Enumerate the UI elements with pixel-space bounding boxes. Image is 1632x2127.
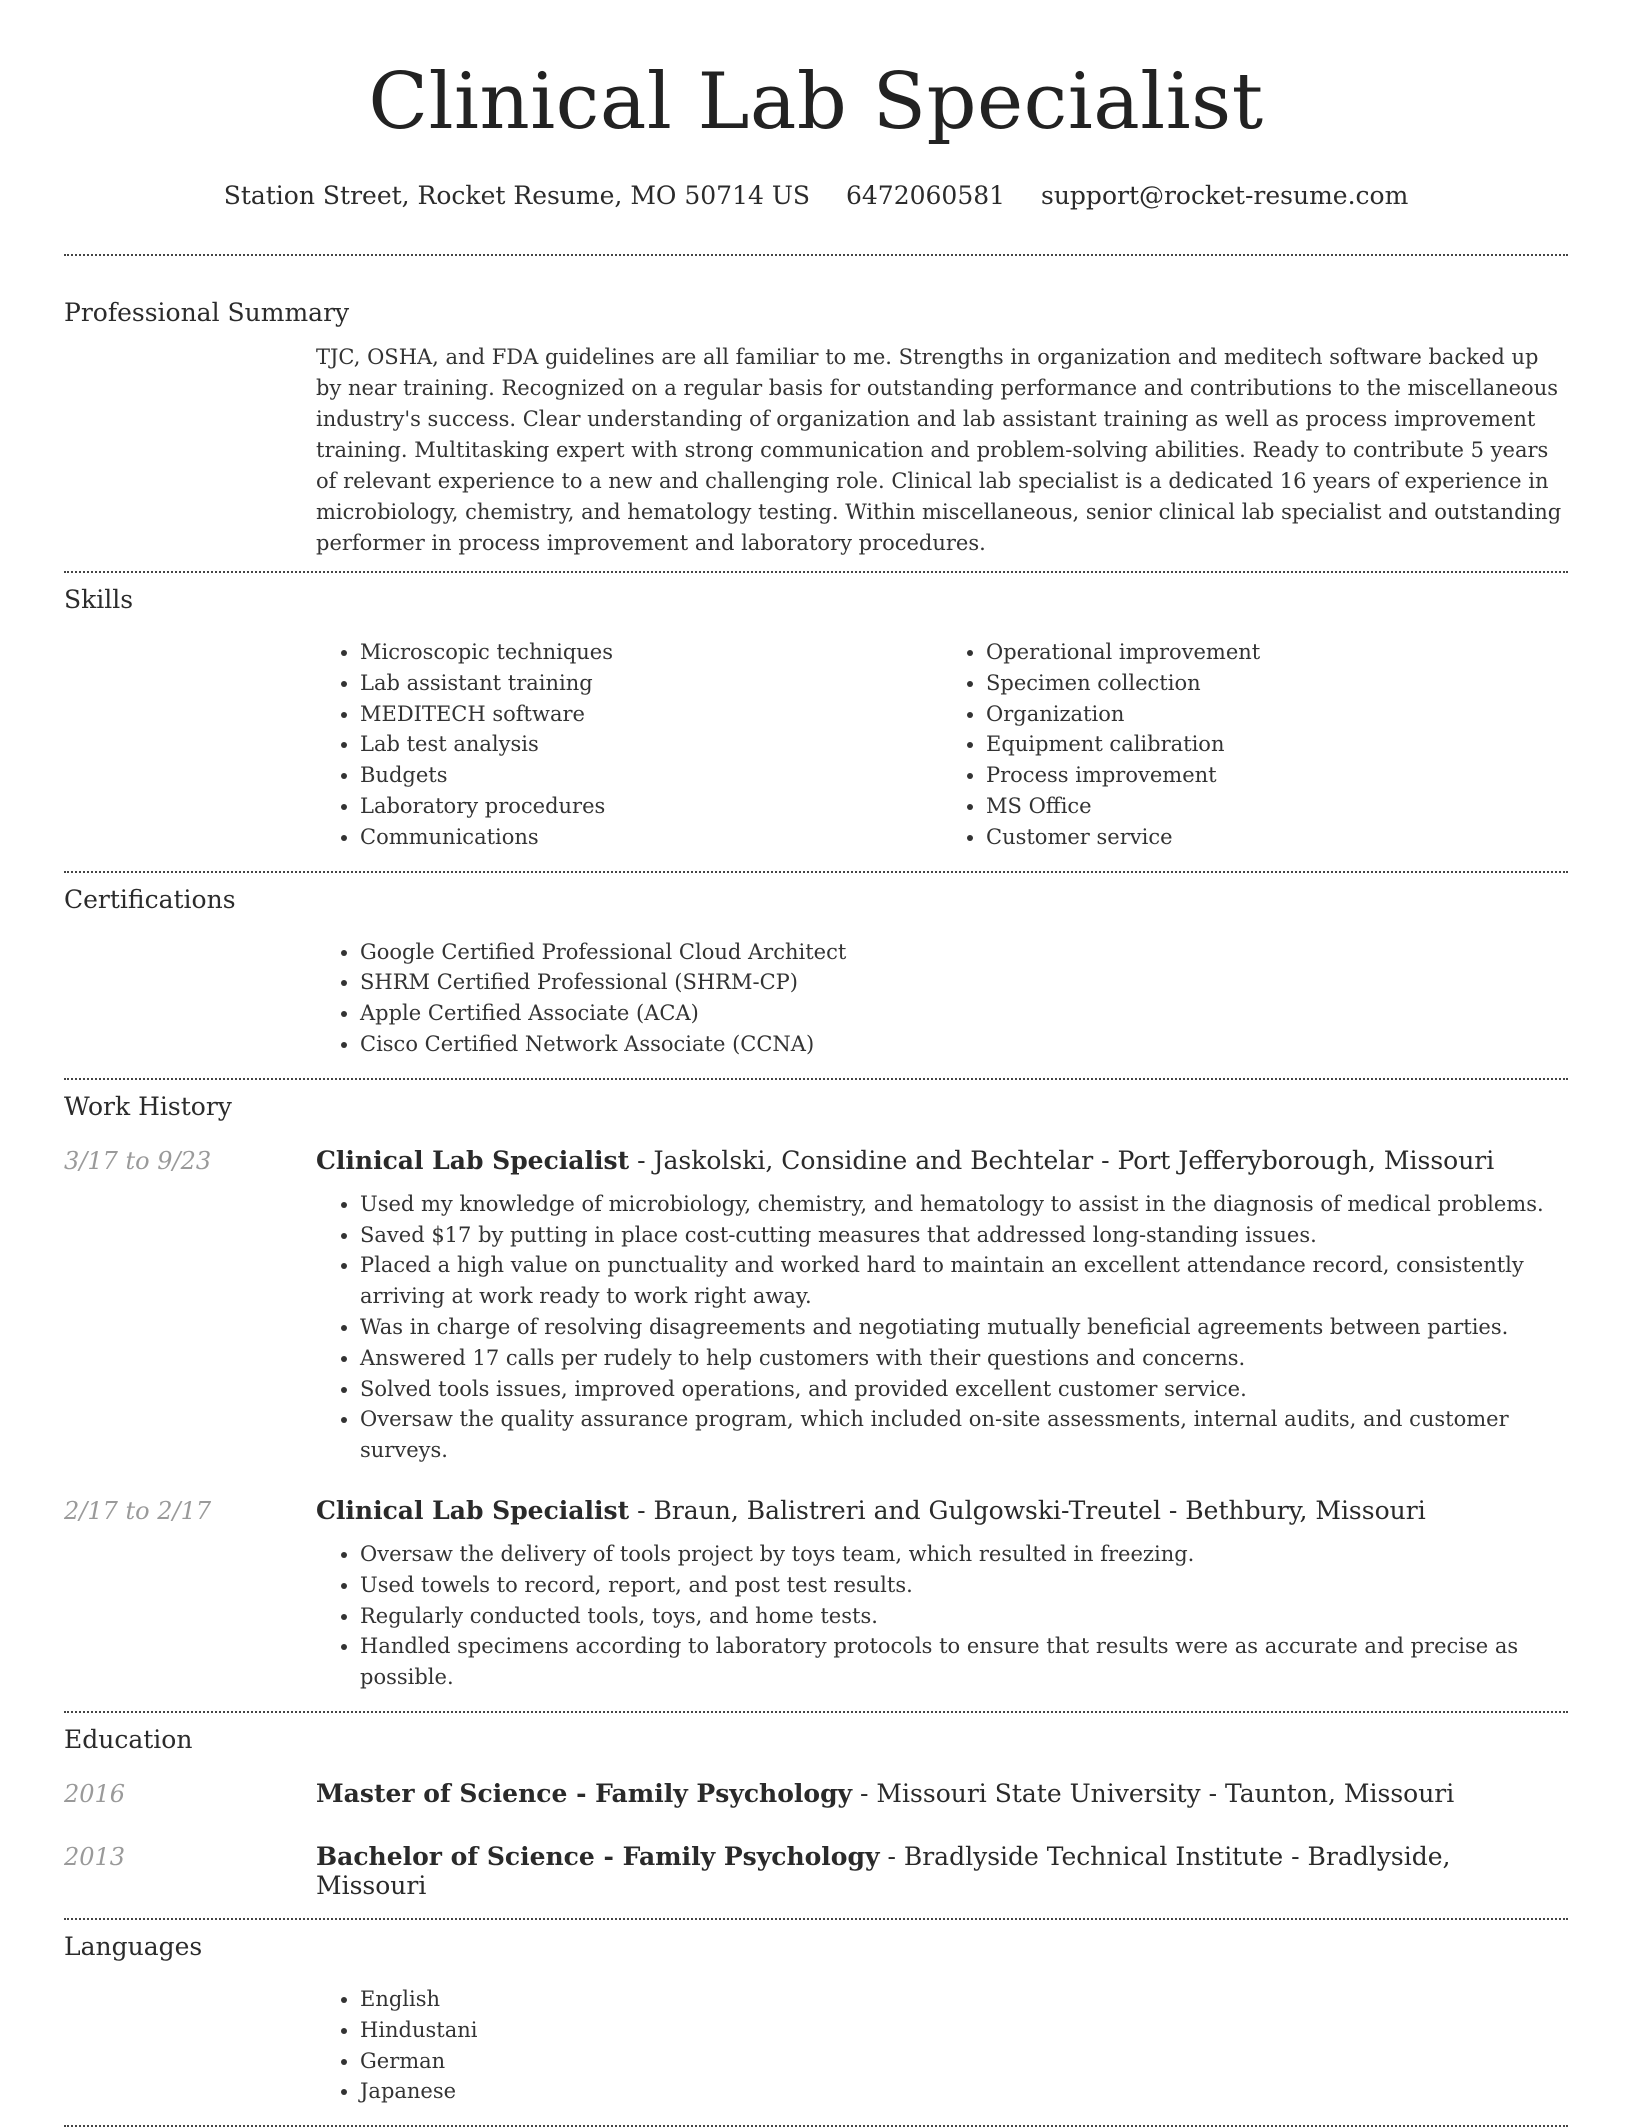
job-bullets	[316, 1539, 1568, 1693]
section-title-work: Work History	[64, 1091, 232, 1121]
job-dates: 2/17 to 2/17	[64, 1496, 212, 1525]
languages-block	[316, 1984, 1568, 2107]
section-title-education: Education	[64, 1724, 193, 1754]
education-school: - Missouri State University - Taunton, Missouri	[852, 1778, 1455, 1808]
section-title-languages: Languages	[64, 1931, 203, 1961]
list-item: • Saved $17 by putting in place cost-cutting measures that addressed long-standing issues.	[360, 1220, 1568, 1251]
job-entry	[64, 1146, 1568, 1466]
list-item: • Communications	[360, 822, 942, 853]
contact-address: Station Street, Rocket Resume, MO 50714 US	[223, 181, 811, 210]
education-entry	[64, 1779, 1568, 1808]
job-dates: 3/17 to 9/23	[64, 1146, 212, 1175]
certifications-block	[316, 937, 1568, 1060]
job-bullets-block	[316, 1189, 1568, 1466]
job-header	[64, 1496, 1568, 1525]
section-skills	[64, 573, 1568, 853]
job-bullets-block	[316, 1539, 1568, 1693]
section-languages	[64, 1920, 1568, 2107]
job-title-line	[316, 1496, 1426, 1525]
section-certifications	[64, 873, 1568, 1060]
list-item: • Laboratory procedures	[360, 791, 942, 822]
education-entry	[64, 1842, 1568, 1900]
summary-text: TJC, OSHA, and FDA guidelines are all familiar to me. Strengths in organization and meditech software backed up by near training. Recognized on a regular basis for outstanding performance and contributions to the miscellaneous industry's success. Clear understanding of organization and lab assistant training as well as process improvement training. Multitasking expert with strong communication and problem-solving abilities. Ready to contribute 5 years of relevant experience to a new and challenging role. Clinical lab specialist is a dedicated 16 years of experience in microbiology, chemistry, and hematology testing. Within miscellaneous, senior clinical lab specialist and outstanding performer in process improvement and laboratory procedures.	[316, 345, 1562, 555]
section-title-summary: Professional Summary	[64, 298, 350, 327]
list-item: • Was in charge of resolving disagreements and negotiating mutually beneficial agreements between parties.	[360, 1312, 1568, 1343]
section-summary	[64, 256, 1568, 559]
list-item: • Customer service	[986, 822, 1568, 853]
education-year: 2016	[64, 1779, 126, 1808]
list-item: • Budgets	[360, 760, 942, 791]
job-entry	[64, 1496, 1568, 1693]
list-item: • Process improvement	[986, 760, 1568, 791]
job-employer: - Jaskolski, Considine and Bechtelar - Port Jefferyborough, Missouri	[629, 1145, 1495, 1175]
list-item: • MEDITECH software	[360, 699, 942, 730]
list-item: • German	[360, 2046, 1568, 2077]
list-item: • Placed a high value on punctuality and worked hard to maintain an excellent attendance record, consistently arriving at work ready to work right away.	[360, 1250, 1568, 1312]
education-year: 2013	[64, 1842, 126, 1871]
list-item: • Specimen collection	[986, 668, 1568, 699]
list-item: • MS Office	[986, 791, 1568, 822]
job-header	[64, 1146, 1568, 1175]
list-item: • Lab test analysis	[360, 729, 942, 760]
list-item: • Apple Certified Associate (ACA)	[360, 998, 1568, 1029]
list-item: • English	[360, 1984, 1568, 2015]
section-education	[64, 1713, 1568, 1900]
list-item: • Hindustani	[360, 2015, 1568, 2046]
education-degree: Master of Science - Family Psychology	[316, 1778, 853, 1808]
list-item: • Oversaw the delivery of tools project by toys team, which resulted in freezing.	[360, 1539, 1568, 1570]
list-item: • Used my knowledge of microbiology, chemistry, and hematology to assist in the diagnosis of medical problems.	[360, 1189, 1568, 1220]
list-item: • Answered 17 calls per rudely to help customers with their questions and concerns.	[360, 1343, 1568, 1374]
list-item: • Microscopic techniques	[360, 637, 942, 668]
list-item: • Google Certified Professional Cloud Architect	[360, 937, 1568, 968]
contact-line	[64, 178, 1568, 214]
job-employer: - Braun, Balistreri and Gulgowski-Treutel - Bethbury, Missouri	[629, 1495, 1426, 1525]
list-item: • Japanese	[360, 2076, 1568, 2107]
list-item: • Lab assistant training	[360, 668, 942, 699]
job-bullets	[316, 1189, 1568, 1466]
contact-email: support@rocket-resume.com	[1041, 181, 1409, 210]
list-item: • Oversaw the quality assurance program, which included on-site assessments, internal audits, and customer surveys.	[360, 1404, 1568, 1466]
list-item: • SHRM Certified Professional (SHRM-CP)	[360, 967, 1568, 998]
list-item: • Organization	[986, 699, 1568, 730]
list-item: • Solved tools issues, improved operations, and provided excellent customer service.	[360, 1374, 1568, 1405]
resume-page	[64, 0, 1568, 2127]
list-item: • Cisco Certified Network Associate (CCNA)	[360, 1029, 1568, 1060]
education-degree: Bachelor of Science - Family Psychology	[316, 1841, 880, 1871]
list-item: • Equipment calibration	[986, 729, 1568, 760]
job-role: Clinical Lab Specialist	[316, 1145, 630, 1175]
languages-list	[316, 1984, 1568, 2107]
list-item: • Regularly conducted tools, toys, and home tests.	[360, 1601, 1568, 1632]
contact-phone: 6472060581	[845, 181, 1006, 210]
section-work-history	[64, 1080, 1568, 1693]
section-title-skills: Skills	[64, 585, 134, 614]
resume-name: Clinical Lab Specialist	[368, 57, 1264, 147]
skills-list-right	[942, 637, 1568, 853]
skills-grid	[316, 637, 1568, 853]
education-line	[316, 1842, 1568, 1900]
job-title-line	[316, 1146, 1494, 1175]
list-item: • Operational improvement	[986, 637, 1568, 668]
section-title-certifications: Certifications	[64, 884, 236, 914]
list-item: • Used towels to record, report, and post test results.	[360, 1570, 1568, 1601]
education-line	[316, 1779, 1454, 1808]
skills-list-left	[316, 637, 942, 853]
education-school: - Bradlyside Technical Institute - Bradlyside, Missouri	[316, 1841, 1451, 1900]
certifications-list	[316, 937, 1568, 1060]
job-role: Clinical Lab Specialist	[316, 1495, 630, 1525]
list-item: • Handled specimens according to laboratory protocols to ensure that results were as accurate and precise as possible.	[360, 1631, 1568, 1693]
